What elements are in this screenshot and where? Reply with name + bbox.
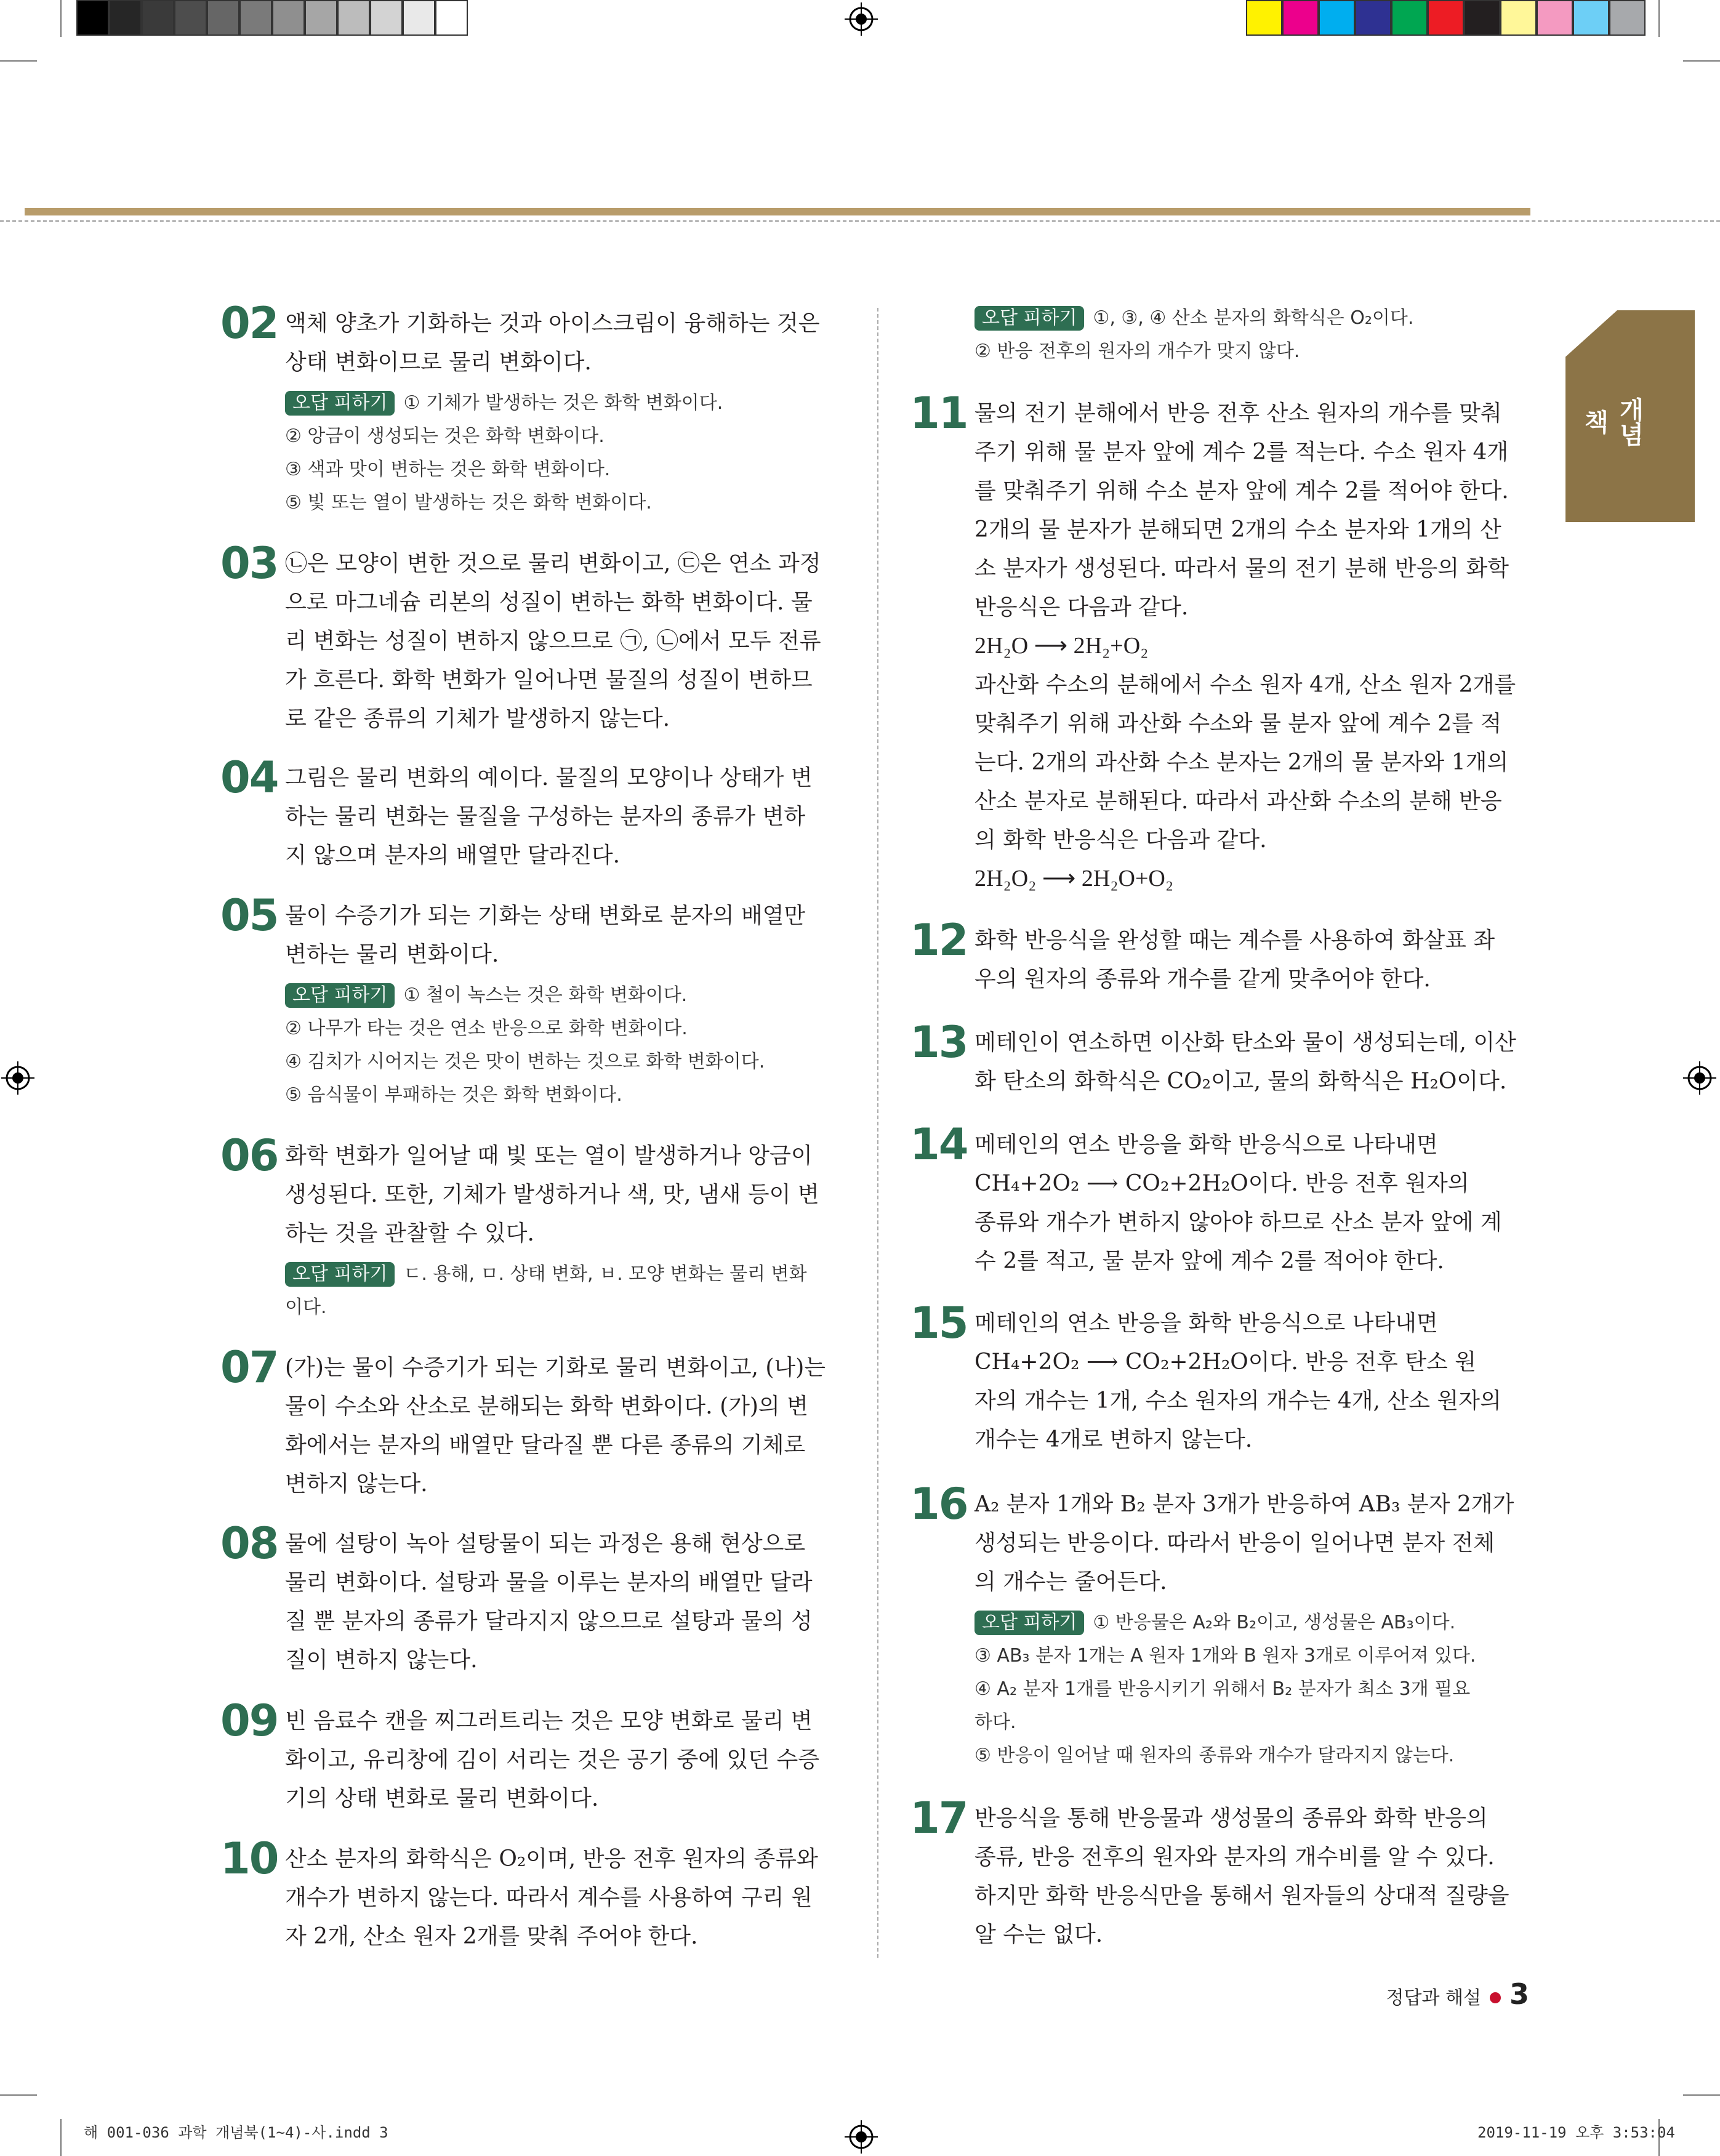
color-swatch <box>1573 0 1609 36</box>
color-swatch <box>1500 0 1537 36</box>
answer-number: 15 <box>910 1298 968 1348</box>
note-line: ① 철이 녹스는 것은 화학 변화이다. <box>403 984 688 1006</box>
color-swatch <box>1609 0 1646 36</box>
answer-text: 그림은 물리 변화의 예이다. 물질의 모양이나 상태가 변 하는 물리 변화는 물질을 구성하는 분자의 종류가 변하 지 않으며 분자의 배열만 달라진다. <box>285 765 813 868</box>
color-swatch <box>239 0 272 36</box>
wrong-answer-badge: 오답 피하기 <box>285 391 395 416</box>
answer-text: 물에 설탕이 녹아 설탕물이 되는 과정은 용해 현상으로 물리 변화이다. 설탕과 물을 이루는 분자의 배열만 달라 질 뿐 분자의 종류가 달라지지 않으므로 설탕과 물의 성 질이 변하지 않는다. <box>285 1531 813 1673</box>
header-rule <box>25 208 1530 215</box>
side-tab-label: 개념책 <box>1580 397 1644 446</box>
gray-swatch-bar <box>76 0 470 36</box>
bullet-dot-icon <box>1490 1992 1501 2003</box>
answer-number: 07 <box>220 1342 278 1393</box>
wrong-answer-note-10 <box>975 302 1529 368</box>
color-swatch <box>337 0 370 36</box>
column-divider <box>877 308 878 1958</box>
registration-mark-right-icon <box>1683 1061 1716 1095</box>
answer-number: 09 <box>220 1695 278 1746</box>
registration-mark-bottom-icon <box>845 2120 878 2154</box>
wrong-answer-badge: 오답 피하기 <box>285 983 395 1008</box>
answer-text: 산소 분자의 화학식은 O₂이며, 반응 전후 원자의 종류와 개수가 변하지 않는다. 따라서 계수를 사용하여 구리 원 자 2개, 산소 원자 2개를 맞춰 주어야 한다. <box>285 1846 818 1949</box>
answer-text: 메테인의 연소 반응을 화학 반응식으로 나타내면 CH₄+2O₂ ⟶ CO₂+2H₂O이다. 반응 전후 원자의 종류와 개수가 변하지 않아야 하므로 산소 분자 앞에 계 수 2를 적고, 물 분자 앞에 계수 2를 적어야 한다. <box>975 1132 1502 1274</box>
answer-number: 03 <box>220 538 278 589</box>
color-swatch <box>109 0 142 36</box>
chemical-equation: 2H₂O ⟶ 2H₂+O₂ <box>975 633 1149 659</box>
note-line: ⑤ 반응이 일어날 때 원자의 종류와 개수가 달라지지 않는다. <box>975 1745 1455 1766</box>
answer-number: 13 <box>910 1017 968 1068</box>
answer-number: 12 <box>910 915 968 965</box>
wrong-answer-note <box>975 1606 1532 1772</box>
wrong-answer-note <box>285 387 842 520</box>
color-swatch <box>1537 0 1573 36</box>
color-swatch <box>1464 0 1500 36</box>
registration-mark-top-icon <box>845 2 878 36</box>
answer-number: 16 <box>910 1479 968 1529</box>
answer-number: 05 <box>220 890 278 941</box>
note-line: ① 기체가 발생하는 것은 화학 변화이다. <box>403 392 723 414</box>
wrong-answer-note <box>285 979 842 1112</box>
note-line: ㄷ. 용해, ㅁ. 상태 변화, ㅂ. 모양 변화는 물리 변화 <box>403 1263 807 1285</box>
answer-text: 반응식을 통해 반응물과 생성물의 종류와 화학 반응의 종류, 반응 전후의 원자와 분자의 개수비를 알 수 있다. 하지만 화학 반응식만을 통해서 원자들의 상대적 질량을 알 수는 없다. <box>975 1806 1509 1947</box>
answer-number: 11 <box>910 388 968 438</box>
color-swatch <box>272 0 305 36</box>
answer-text: ㉡은 모양이 변한 것으로 물리 변화이고, ㉢은 연소 과정 으로 마그네슘 리본의 성질이 변하는 화학 변화이다. 물 리 변화는 성질이 변하지 않으므로 ㉠, ㉡에서 모두 전류 가 흐른다. 화학 변화가 일어나면 물질의 성질이 변하므 로 같은 종류의 기체가 발생하지 않는다. <box>285 551 821 731</box>
crop-mark <box>1658 0 1660 37</box>
wrong-answer-note <box>285 1258 842 1324</box>
answer-text: (가)는 물이 수증기가 되는 기화로 물리 변화이고, (나)는 물이 수소와 산소로 분해되는 화학 변화이다. (가)의 변 화에서는 분자의 배열만 달라질 뿐 다른 종류의 기체로 변하지 않는다. <box>285 1355 826 1497</box>
color-swatch <box>435 0 468 36</box>
note-line: ② 앙금이 생성되는 것은 화학 변화이다. <box>285 425 605 447</box>
color-swatch <box>1355 0 1391 36</box>
answer-text: 화학 변화가 일어날 때 빛 또는 열이 발생하거나 앙금이 생성된다. 또한, 기체가 발생하거나 색, 맛, 냄새 등이 변 하는 것을 관찰할 수 있다. <box>285 1143 819 1246</box>
crop-mark <box>60 0 62 37</box>
print-slug-file: 해 001-036 과학 개념북(1~4)-사.indd 3 <box>84 2124 388 2141</box>
note-line: ⑤ 빛 또는 열이 발생하는 것은 화학 변화이다. <box>285 492 652 513</box>
color-swatch <box>1428 0 1464 36</box>
print-slug-date: 2019-11-19 오후 3:53:04 <box>1477 2124 1675 2141</box>
answer-text: 과산화 수소의 분해에서 수소 원자 4개, 산소 원자 2개를 맞춰주기 위해 과산화 수소와 물 분자 앞에 계수 2를 적 는다. 2개의 과산화 수소 분자는 2개의 물 분자와 1개의 산소 분자로 분해된다. 따라서 과산화 수소의 분해 반응 의 화학 반응식은 다음과 같다. <box>975 672 1516 853</box>
answer-number: 14 <box>910 1119 968 1170</box>
crop-mark <box>0 2094 37 2096</box>
color-swatch <box>1319 0 1355 36</box>
color-swatch <box>174 0 207 36</box>
answer-number: 08 <box>220 1518 278 1569</box>
chemical-equation: 2H₂O₂ ⟶ 2H₂O+O₂ <box>975 866 1174 891</box>
color-swatch <box>1246 0 1282 36</box>
answer-text: 화학 반응식을 완성할 때는 계수를 사용하여 화살표 좌 우의 원자의 종류와 개수를 같게 맞추어야 한다. <box>975 928 1495 992</box>
note-line: ③ AB₃ 분자 1개는 A 원자 1개와 B 원자 3개로 이루어져 있다. <box>975 1645 1476 1667</box>
note-line: ③ 색과 맛이 변하는 것은 화학 변화이다. <box>285 459 611 480</box>
answer-text: 빈 음료수 캔을 찌그러트리는 것은 모양 변화로 물리 변 화이고, 유리창에 김이 서리는 것은 공기 중에 있던 수증 기의 상태 변화로 물리 변화이다. <box>285 1708 820 1811</box>
answer-number: 17 <box>910 1793 968 1843</box>
note-line: ⑤ 음식물이 부패하는 것은 화학 변화이다. <box>285 1084 622 1106</box>
answer-text: 물이 수증기가 되는 기화는 상태 변화로 분자의 배열만 변하는 물리 변화이다. <box>285 903 806 967</box>
footer-section-label: 정답과 해설 <box>1386 1987 1481 2009</box>
color-swatch <box>142 0 174 36</box>
registration-mark-left-icon <box>1 1061 34 1095</box>
page-number: 3 <box>1509 1977 1529 2011</box>
note-line: ① 반응물은 A₂와 B₂이고, 생성물은 AB₃이다. <box>1093 1612 1456 1633</box>
color-swatch <box>1391 0 1428 36</box>
crop-mark <box>1683 2094 1720 2096</box>
page-footer <box>1386 1977 1529 2011</box>
color-swatch <box>1282 0 1319 36</box>
crop-mark <box>1683 60 1720 62</box>
color-swatch <box>305 0 337 36</box>
crop-mark <box>0 60 37 62</box>
note-line: ④ A₂ 분자 1개를 반응시키기 위해서 B₂ 분자가 최소 3개 필요 <box>975 1678 1471 1700</box>
note-line: ② 반응 전후의 원자의 개수가 맞지 않다. <box>975 340 1300 362</box>
note-line: 하다. <box>975 1712 1016 1733</box>
note-line: ④ 김치가 시어지는 것은 맛이 변하는 것으로 화학 변화이다. <box>285 1051 765 1072</box>
note-line: ② 나무가 타는 것은 연소 반응으로 화학 변화이다. <box>285 1018 688 1039</box>
answer-number: 06 <box>220 1130 278 1181</box>
color-swatch <box>76 0 109 36</box>
color-swatch <box>403 0 435 36</box>
answer-text: 액체 양초가 기화하는 것과 아이스크림이 융해하는 것은 상태 변화이므로 물리 변화이다. <box>285 311 820 375</box>
answer-text: 메테인의 연소 반응을 화학 반응식으로 나타내면 CH₄+2O₂ ⟶ CO₂+2H₂O이다. 반응 전후 탄소 원 자의 개수는 1개, 수소 원자의 개수는 4개, 산소 원자의 개수는 4개로 변하지 않는다. <box>975 1311 1501 1452</box>
wrong-answer-badge: 오답 피하기 <box>285 1262 395 1287</box>
note-line: 이다. <box>285 1297 327 1318</box>
wrong-answer-badge: 오답 피하기 <box>975 306 1084 331</box>
note-line: ①, ③, ④ 산소 분자의 화학식은 O₂이다. <box>1093 307 1414 329</box>
color-swatch <box>370 0 403 36</box>
answer-number: 10 <box>220 1833 278 1884</box>
answer-text: 물의 전기 분해에서 반응 전후 산소 원자의 개수를 맞춰 주기 위해 물 분자 앞에 계수 2를 적는다. 수소 원자 4개 를 맞춰주기 위해 수소 분자 앞에 계수 2를 적어야 한다. 2개의 물 분자가 분해되면 2개의 수소 분자와 1개의 산 소 분자가 생성된다. 따라서 물의 전기 분해 반응의 화학 반응식은 다음과 같다. <box>975 401 1509 620</box>
header-dashed-line <box>0 220 1720 222</box>
answer-text: A₂ 분자 1개와 B₂ 분자 3개가 반응하여 AB₃ 분자 2개가 생성되는 반응이다. 따라서 반응이 일어나면 분자 전체 의 개수는 줄어든다. <box>975 1492 1514 1595</box>
color-swatch <box>207 0 239 36</box>
color-swatch-bar <box>1246 0 1645 36</box>
answer-number: 04 <box>220 752 278 803</box>
crop-mark <box>60 2119 62 2156</box>
answer-number: 02 <box>220 298 278 348</box>
wrong-answer-badge: 오답 피하기 <box>975 1611 1084 1635</box>
answer-text: 메테인이 연소하면 이산화 탄소와 물이 생성되는데, 이산 화 탄소의 화학식은 CO₂이고, 물의 화학식은 H₂O이다. <box>975 1030 1516 1094</box>
